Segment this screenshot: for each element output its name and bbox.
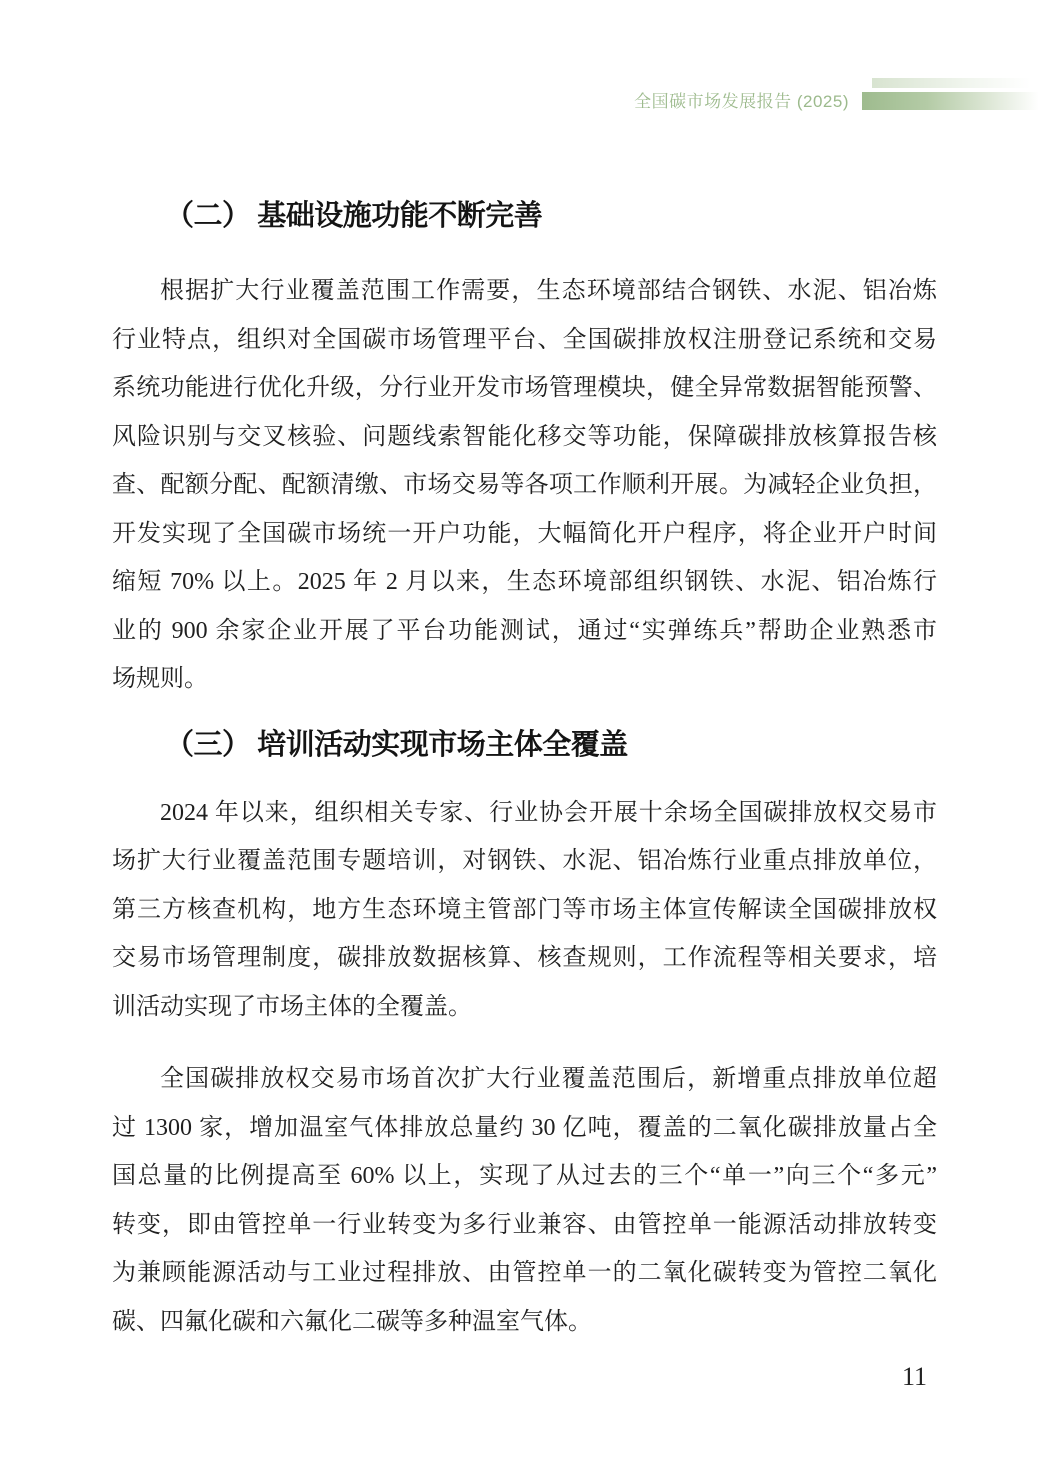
text-line: 根据扩大行业覆盖范围工作需要，生态环境部结合钢铁、水泥、铝冶炼 bbox=[160, 278, 937, 304]
text-line: 场扩大行业覆盖范围专题培训，对钢铁、水泥、铝冶炼行业重点排放单位， bbox=[112, 848, 937, 874]
section-heading-3: （三） 培训活动实现市场主体全覆盖 bbox=[165, 728, 628, 761]
text-line: 第三方核查机构，地方生态环境主管部门等市场主体宣传解读全国碳排放权 bbox=[112, 896, 937, 923]
text-line: 行业特点，组织对全国碳市场管理平台、全国碳排放权注册登记系统和交易 bbox=[112, 326, 937, 353]
text-line: 开发实现了全国碳市场统一开户功能，大幅简化开户程序，将企业开户时间 bbox=[112, 520, 937, 547]
text-line: 缩短 70% 以上。2025 年 2 月以来，生态环境部组织钢铁、水泥、铝冶炼行 bbox=[112, 569, 937, 595]
text-line: 系统功能进行优化升级，分行业开发市场管理模块，健全异常数据智能预警、 bbox=[112, 375, 937, 401]
text-line: 转变，即由管控单一行业转变为多行业兼容、由管控单一能源活动排放转变 bbox=[112, 1211, 937, 1238]
text-line: 场规则。 bbox=[112, 666, 208, 692]
text-line: 2024 年以来，组织相关专家、行业协会开展十余场全国碳排放权交易市 bbox=[160, 799, 937, 826]
text-line: 为兼顾能源活动与工业过程排放、由管控单一的二氧化碳转变为管控二氧化 bbox=[112, 1260, 937, 1286]
text-line: 碳、四氟化碳和六氟化二碳等多种温室气体。 bbox=[112, 1308, 592, 1335]
paragraph-training bbox=[112, 789, 937, 1032]
text-line: 全国碳排放权交易市场首次扩大行业覆盖范围后，新增重点排放单位超 bbox=[160, 1066, 937, 1092]
text-line: 业的 900 余家企业开展了平台功能测试，通过“实弹练兵”帮助企业熟悉市 bbox=[112, 617, 937, 644]
text-line: 国总量的比例提高至 60% 以上，实现了从过去的三个“单一”向三个“多元” bbox=[112, 1163, 937, 1189]
running-header-title: 全国碳市场发展报告 (2025) bbox=[634, 92, 849, 111]
text-line: 查、配额分配、配额清缴、市场交易等各项工作顺利开展。为减轻企业负担， bbox=[112, 472, 937, 498]
text-line: 风险识别与交叉核验、问题线索智能化移交等功能，保障碳排放核算报告核 bbox=[112, 423, 937, 450]
text-line: 交易市场管理制度，碳排放数据核算、核查规则，工作流程等相关要求，培 bbox=[112, 945, 937, 971]
text-line: 训活动实现了市场主体的全覆盖。 bbox=[112, 993, 472, 1020]
text-line: 过 1300 家，增加温室气体排放总量约 30 亿吨，覆盖的二氧化碳排放量占全 bbox=[112, 1114, 937, 1141]
paragraph-expansion bbox=[112, 1055, 937, 1346]
page-number: 11 bbox=[902, 1362, 928, 1391]
page-body bbox=[112, 0, 937, 1346]
paragraph-infrastructure bbox=[112, 267, 937, 704]
section-heading-2: （二） 基础设施功能不断完善 bbox=[165, 200, 543, 232]
